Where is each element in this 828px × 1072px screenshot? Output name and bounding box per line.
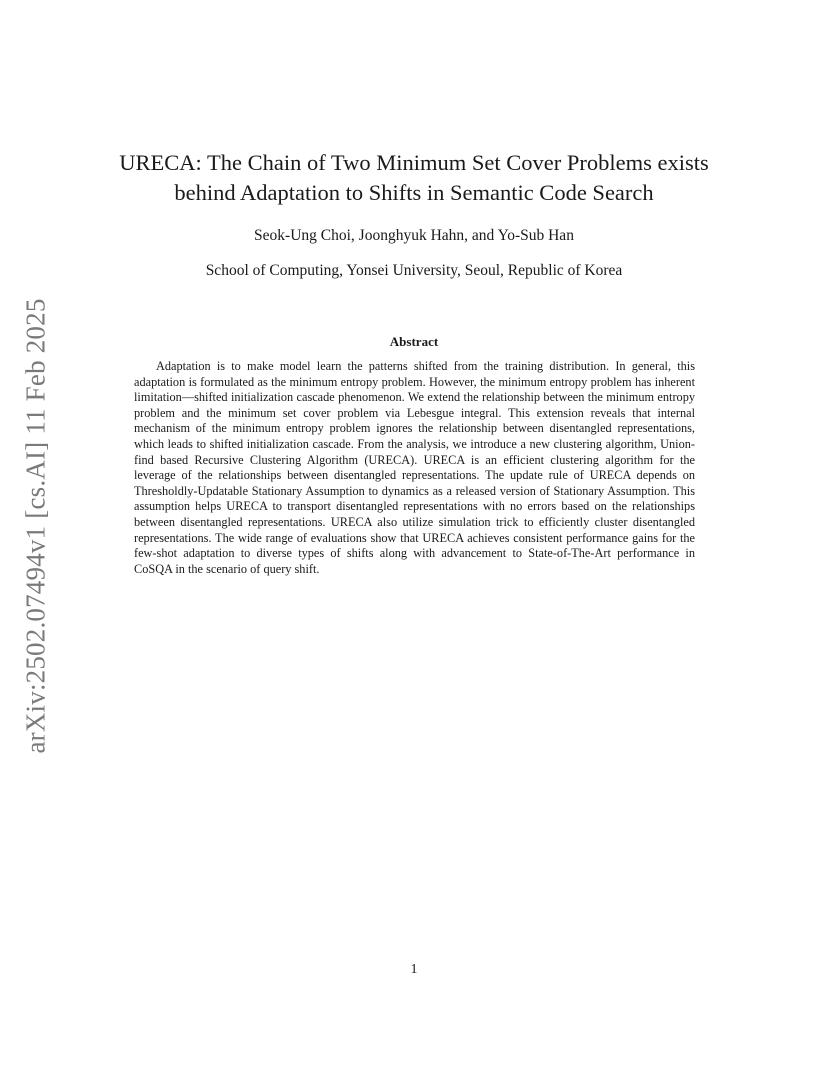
paper-title-line-2: behind Adaptation to Shifts in Semantic Code Search: [174, 179, 654, 205]
arxiv-identifier-stamp[interactable]: arXiv:2502.07494v1 [cs.AI] 11 Feb 2025: [20, 298, 51, 754]
abstract-text: Adaptation is to make model learn the patterns shifted from the training distribution. In general, this adaptation is formulated as the minimum entropy problem. However, the minimum entropy problem has inherent limitation—shifted initialization cascade phenomenon. We extend the relationship between the minimum entropy problem and the minimum set cover problem via Lebesgue integral. This extension reveals that internal mechanism of the minimum entropy problem ignores the relationship between disentangled representations, which leads to shifted initialization cascade. From the analysis, we introduce a new clustering algorithm, Union-find based Recursive Clustering Algorithm (URECA). URECA is an efficient clustering algorithm for the leverage of the relationships between disentangled representations. The update rule of URECA depends on Thresholdly-Updatable Stationary Assumption to dynamics as a released version of Stationary Assumption. This assumption helps URECA to transport disentangled representations with no errors based on the relationships between disentangled representations. URECA also utilize simulation trick to efficiently cluster disentangled representations. The wide range of evaluations show that URECA achieves consistent performance gains for the few-shot adaptation to diverse types of shifts along with advancement to State-of-The-Art performance in CoSQA in the scenario of query shift.: [134, 359, 695, 576]
author-affiliation: School of Computing, Yonsei University, Seoul, Republic of Korea: [205, 262, 623, 279]
paper-title: [60, 148, 768, 207]
paper-title-line-1: URECA: The Chain of Two Minimum Set Cover Problems exists: [119, 150, 709, 175]
abstract-heading: Abstract: [389, 334, 439, 349]
page-number: 1: [410, 962, 418, 977]
author-list: Seok-Ung Choi, Joonghyuk Hahn, and Yo-Sub Han: [254, 227, 574, 244]
